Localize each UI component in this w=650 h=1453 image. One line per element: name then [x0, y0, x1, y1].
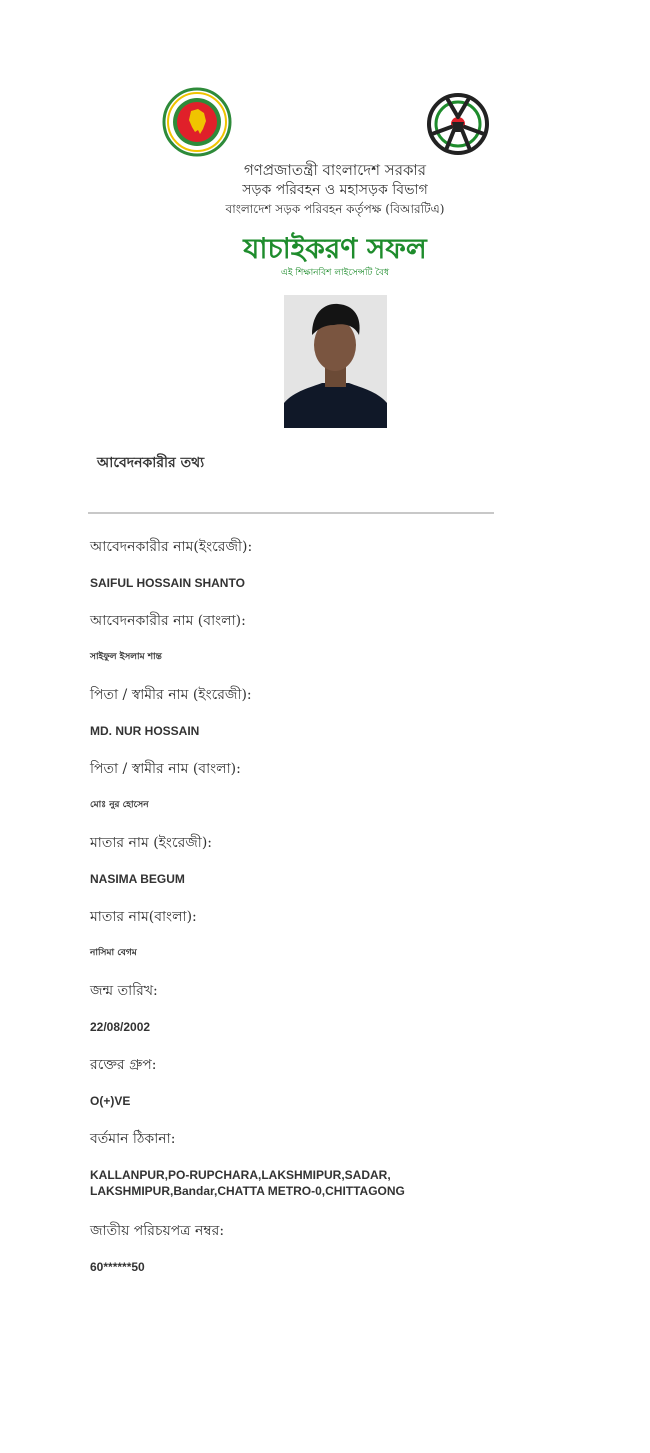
field-value-mother-name-bangla: নাসিমা বেগম	[90, 948, 137, 958]
field-label-mother-name-bangla: মাতার নাম(বাংলা):	[90, 909, 197, 925]
gov-line-1: গণপ্রজাতন্ত্রী বাংলাদেশ সরকার	[243, 161, 427, 179]
verification-banner	[0, 232, 650, 280]
section-title: আবেদনকারীর তথ্য	[97, 455, 205, 471]
field-label-date-of-birth: জন্ম তারিখ:	[90, 983, 158, 999]
field-label-mother-name-english: মাতার নাম (ইংরেজী):	[90, 835, 212, 851]
field-label-father-name-english: পিতা / স্বামীর নাম (ইংরেজী):	[90, 687, 252, 703]
brta-steering-wheel-logo-icon	[426, 92, 490, 156]
verification-title: যাচাইকরণ সফল	[243, 232, 427, 265]
field-value-blood-group: O(+)VE	[90, 1094, 131, 1108]
government-header	[0, 160, 650, 218]
field-value-father-name-bangla: মোঃ নুর হোসেন	[90, 800, 149, 810]
gov-line-2: সড়ক পরিবহন ও মহাসড়ক বিভাগ	[242, 182, 428, 198]
field-label-present-address: বর্তমান ঠিকানা:	[90, 1131, 176, 1147]
field-value-present-address: KALLANPUR,PO-RUPCHARA,LAKSHMIPUR,SADAR, LAKSHMIPUR,Bandar,CHATTA METRO-0,CHITTAGONG	[90, 1168, 405, 1198]
field-label-name-bangla: আবেদনকারীর নাম (বাংলা):	[90, 613, 246, 629]
field-label-nid-number: জাতীয় পরিচয়পত্র নম্বর:	[90, 1223, 225, 1239]
field-value-mother-name-english: NASIMA BEGUM	[90, 872, 185, 886]
field-value-name-english: SAIFUL HOSSAIN SHANTO	[90, 576, 245, 590]
field-label-father-name-bangla: পিতা / স্বামীর নাম (বাংলা):	[90, 761, 241, 777]
applicant-info-list	[90, 537, 550, 1295]
field-value-date-of-birth: 22/08/2002	[90, 1020, 151, 1034]
verification-subtitle: এই শিক্ষানবিশ লাইসেন্সটি বৈধ	[280, 268, 389, 278]
field-value-nid-number: 60******50	[90, 1260, 145, 1274]
field-value-father-name-english: MD. NUR HOSSAIN	[90, 724, 200, 738]
field-value-name-bangla: সাইফুল ইসলাম শান্ত	[90, 652, 162, 662]
field-label-blood-group: রক্তের গ্রুপ:	[90, 1057, 157, 1073]
applicant-photo	[284, 295, 387, 428]
field-label-name-english: আবেদনকারীর নাম(ইংরেজী):	[90, 539, 253, 555]
gov-line-3: বাংলাদেশ সড়ক পরিবহন কর্তৃপক্ষ (বিআরটিএ)	[225, 202, 445, 216]
bangladesh-govt-seal-icon	[162, 87, 232, 157]
person-photo-icon	[284, 295, 387, 428]
divider	[88, 512, 494, 514]
